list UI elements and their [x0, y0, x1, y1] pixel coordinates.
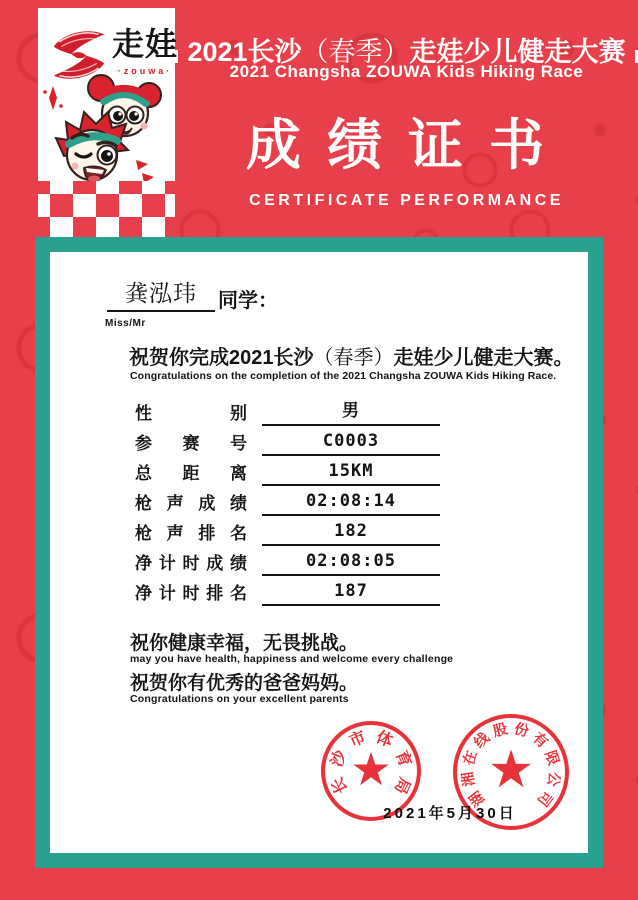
star-icon: ★ [350, 743, 392, 796]
brand-name-en: ·zouwa· [117, 66, 173, 76]
field-label: 枪 声 排 名 [135, 524, 247, 543]
stamp-text-char: 体 [373, 728, 395, 751]
race-title-cn: 2021长沙（春季）走娃少儿健走大赛 [187, 37, 626, 67]
stamp-text-char: 湘 [459, 770, 479, 788]
stamp-text-char: 市 [347, 728, 369, 751]
stamp-text-char: 湖 [466, 787, 489, 809]
field-value: 15KM [262, 458, 440, 486]
field-label: 净 计 时 成 绩 [135, 554, 247, 573]
field-value: 182 [262, 518, 440, 546]
congratulations-cn: 祝贺你完成2021长沙（春季）走娃少儿健走大赛。 [129, 347, 574, 369]
certificate-frame [35, 237, 603, 868]
field-value: 男 [262, 398, 440, 426]
brand-panel [38, 8, 179, 237]
mascot-illustration [38, 74, 175, 184]
field-label: 参 赛 号 [135, 434, 247, 453]
stamp-text-char: 育 [391, 748, 414, 770]
blessing-health-cn: 祝你健康幸福，无畏挑战。 [130, 633, 359, 654]
race-title-en: 2021 Changsha ZOUWA Kids Hiking Race [229, 62, 584, 81]
field-row-2 [135, 428, 440, 456]
stamp-text-char: 份 [512, 721, 531, 741]
field-row-7 [135, 578, 440, 606]
field-value: 02:08:14 [262, 488, 440, 516]
blessing-parents-en: Congratulations on your excellent parents [130, 693, 349, 705]
certificate-title-en: CERTIFICATE PERFORMANCE [249, 192, 564, 209]
checkerboard-pattern [38, 181, 175, 237]
field-label: 总 距 离 [135, 464, 247, 483]
student-name-underline [107, 274, 215, 312]
sparkle-icon [49, 86, 57, 110]
field-row-4 [135, 488, 440, 516]
triangle-decoration [136, 160, 148, 170]
field-label: 枪 声 成 绩 [135, 494, 247, 513]
field-row-1 [135, 398, 440, 426]
certificate-paper [50, 252, 588, 853]
name-hint-label: Miss/Mr [105, 318, 146, 329]
congratulations-en: Congratulations on the completion of the 2021 Changsha ZOUWA Kids Hiking Race. [130, 370, 557, 382]
field-value: 187 [262, 578, 440, 606]
salutation-label: 同学： [218, 290, 278, 312]
stamp-text-char: 沙 [328, 748, 351, 770]
stamp-text-char: 长 [329, 774, 352, 797]
stamp-text-char: 司 [533, 787, 556, 809]
certificate-date: 2021年5月30日 [383, 805, 517, 822]
blessing-parents-cn: 祝贺你有优秀的爸爸妈妈。 [130, 673, 359, 694]
field-row-5 [135, 518, 440, 546]
bracket-decoration-right [635, 35, 638, 65]
stamp-text-char: 股 [491, 721, 510, 741]
field-row-6 [135, 548, 440, 576]
field-value: C0003 [262, 428, 440, 456]
blessing-health-en: may you have health, happiness and welcome every challenge [130, 653, 454, 665]
stamp-text-char: 限 [541, 748, 562, 768]
field-label: 净 计 时 排 名 [135, 584, 247, 603]
stamp-text-char: 有 [529, 729, 551, 752]
stamp-text-char: 线 [471, 729, 493, 752]
brand-name-cn: 走娃 [112, 26, 179, 62]
field-value: 02:08:05 [262, 548, 440, 576]
student-name: 龚泓玮 [125, 281, 197, 307]
field-label: 性 别 [135, 404, 247, 423]
field-row-3 [135, 458, 440, 486]
certificate-title-cn: 成绩证书 [245, 114, 570, 176]
star-icon: ★ [487, 740, 535, 799]
stamp-text-char: 在 [460, 748, 481, 768]
stamp-text-char: 局 [390, 774, 413, 797]
stamp-text-char: 公 [543, 770, 563, 788]
